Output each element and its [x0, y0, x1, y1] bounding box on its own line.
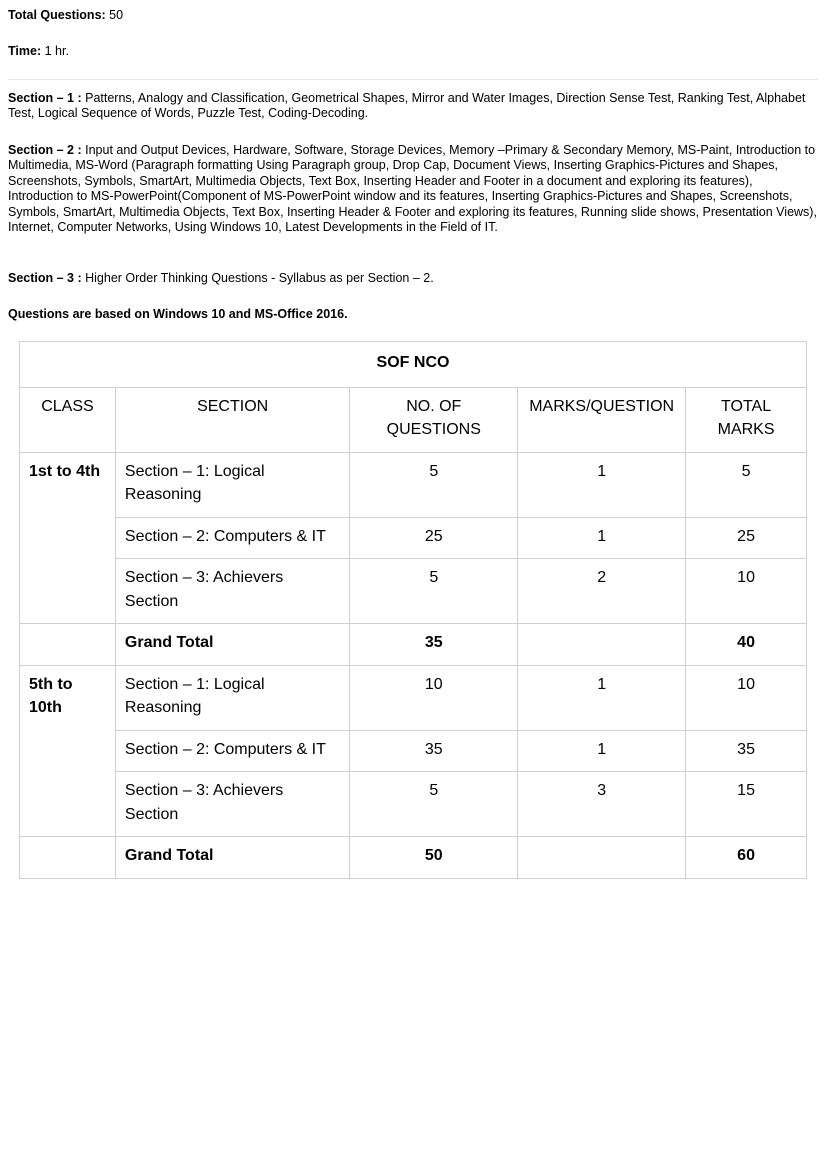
total-questions-value: 50	[105, 8, 124, 22]
total-cell: 10	[686, 559, 807, 624]
marks-cell: 3	[518, 772, 686, 837]
header-total-marks: TOTAL MARKS	[686, 387, 807, 452]
questions-cell: 5	[350, 772, 518, 837]
marks-cell: 1	[518, 452, 686, 517]
section-cell: Section – 2: Computers & IT	[115, 730, 349, 772]
platform-note	[8, 307, 820, 322]
table-row	[20, 665, 807, 730]
total-cell: 10	[686, 665, 807, 730]
grand-total-label: Grand Total	[115, 624, 349, 666]
marks-cell: 1	[518, 730, 686, 772]
section-3-label: Section – 3 :	[8, 271, 82, 285]
questions-cell: 5	[350, 452, 518, 517]
table-row	[20, 772, 807, 837]
grand-total-marks	[518, 624, 686, 666]
header-no-of-questions: NO. OF QUESTIONS	[350, 387, 518, 452]
questions-cell: 35	[350, 730, 518, 772]
questions-cell: 25	[350, 517, 518, 559]
section-cell: Section – 3: Achievers Section	[115, 772, 349, 837]
section-cell: Section – 1: Logical Reasoning	[115, 665, 349, 730]
header-marks-per-question: MARKS/QUESTION	[518, 387, 686, 452]
platform-note-text: Questions are based on Windows 10 and MS-Office 2016.	[8, 307, 348, 321]
marks-cell: 2	[518, 559, 686, 624]
time-value: 1 hr.	[41, 44, 69, 58]
time-label: Time:	[8, 44, 42, 58]
grand-total-total: 60	[686, 837, 807, 879]
table-row	[20, 452, 807, 517]
table-header-row	[20, 387, 807, 452]
table-row	[20, 517, 807, 559]
total-cell: 5	[686, 452, 807, 517]
questions-cell: 10	[350, 665, 518, 730]
total-cell: 15	[686, 772, 807, 837]
section-3-text: Higher Order Thinking Questions - Syllabus as per Section – 2.	[81, 271, 434, 285]
empty-class-cell	[20, 624, 116, 666]
class-cell: 1st to 4th	[20, 452, 116, 624]
total-cell: 35	[686, 730, 807, 772]
section-cell: Section – 3: Achievers Section	[115, 559, 349, 624]
grand-total-row	[20, 837, 807, 879]
header-class: CLASS	[20, 387, 116, 452]
grand-total-row	[20, 624, 807, 666]
total-questions-label: Total Questions:	[8, 8, 106, 22]
section-2-text: Input and Output Devices, Hardware, Software, Storage Devices, Memory –Primary & Secondary Memory, MS-Paint, Introduction to Multimedia, MS-Word (Paragraph formatting Using Paragraph group, Drop Cap, Document Views, Inserting Graphics-Pictures and Shapes, Screenshots, Symbols, SmartArt, Multimedia Objects, Text Box, Inserting Header and Footer in a document and exploring its features), Introduction to MS-PowerPoint(Component of MS-PowerPoint window and its features, Inserting Graphics-Pictures and Shapes, Screenshots, Symbols, SmartArt, Multimedia Objects, Text Box, Inserting Header & Footer and exploring its features, Running slide shows, Presentation Views), Internet, Computer Networks, Using Windows 10, Latest Developments in the Field of IT.	[8, 143, 817, 235]
section-1-paragraph	[8, 91, 820, 122]
grand-total-questions: 35	[350, 624, 518, 666]
table-title: SOF NCO	[20, 342, 807, 388]
grand-total-questions: 50	[350, 837, 518, 879]
marks-cell: 1	[518, 517, 686, 559]
section-cell: Section – 1: Logical Reasoning	[115, 452, 349, 517]
total-cell: 25	[686, 517, 807, 559]
section-3-paragraph	[8, 271, 820, 286]
time-line	[8, 44, 818, 59]
marks-cell: 1	[518, 665, 686, 730]
divider	[8, 79, 818, 80]
marks-table	[19, 341, 807, 879]
grand-total-label: Grand Total	[115, 837, 349, 879]
table-title-row	[20, 342, 807, 388]
header-section: SECTION	[115, 387, 349, 452]
table-row	[20, 730, 807, 772]
total-questions-line	[8, 8, 818, 23]
table-row	[20, 559, 807, 624]
empty-class-cell	[20, 837, 116, 879]
section-2-paragraph	[8, 143, 820, 235]
section-1-text: Patterns, Analogy and Classification, Geometrical Shapes, Mirror and Water Images, Direction Sense Test, Ranking Test, Alphabet Test, Logical Sequence of Words, Puzzle Test, Coding-Decoding.	[8, 91, 806, 121]
class-cell: 5th to 10th	[20, 665, 116, 837]
questions-cell: 5	[350, 559, 518, 624]
grand-total-total: 40	[686, 624, 807, 666]
section-2-label: Section – 2 :	[8, 143, 82, 157]
section-cell: Section – 2: Computers & IT	[115, 517, 349, 559]
section-1-label: Section – 1 :	[8, 91, 82, 105]
grand-total-marks	[518, 837, 686, 879]
